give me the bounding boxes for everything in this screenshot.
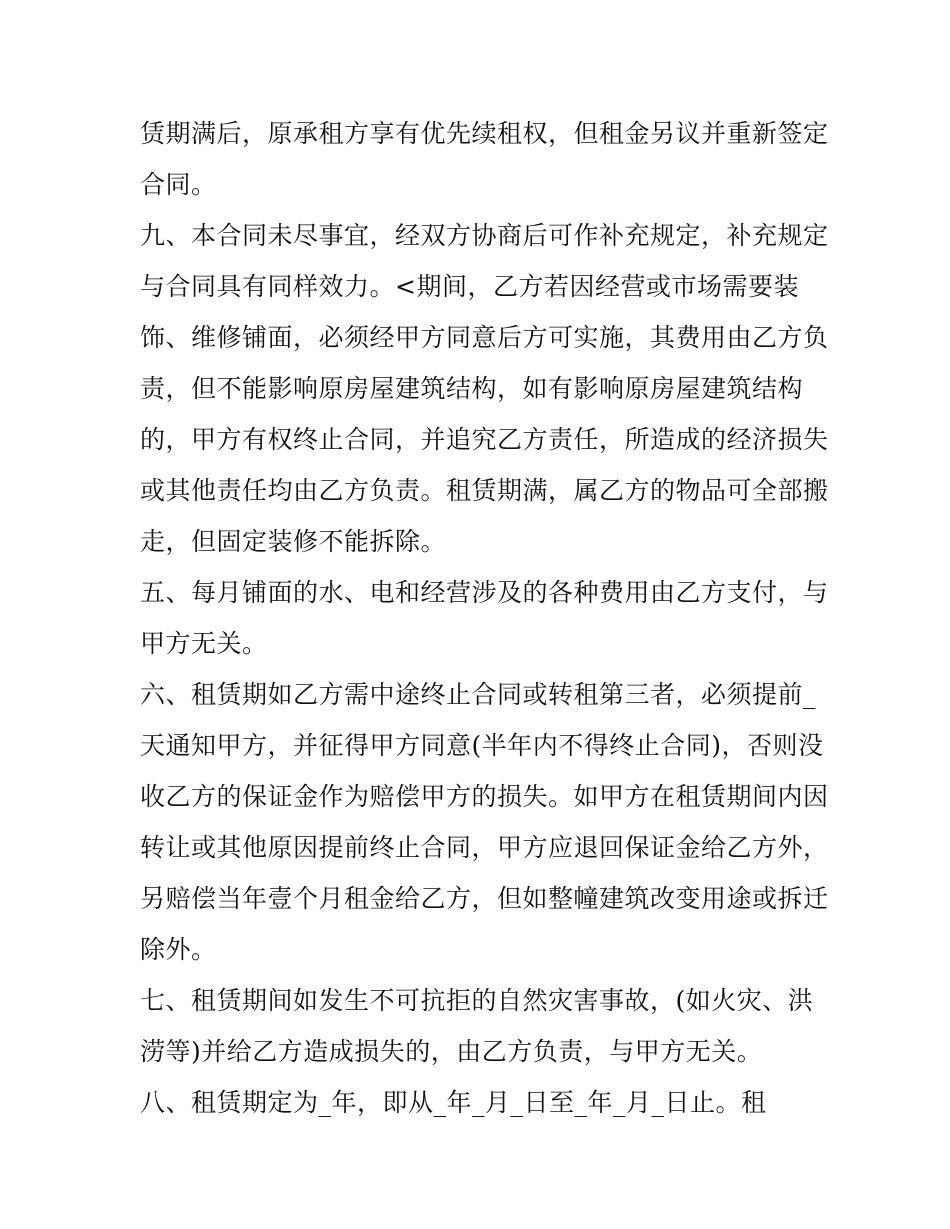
- text-line: 责，但不能影响原房屋建筑结构，如有影响原房屋建筑结构: [140, 374, 804, 403]
- text-line: 甲方无关。: [140, 629, 268, 658]
- text-line: 九、本合同未尽事宜，经双方协商后可作补充规定，补充规定: [140, 221, 829, 250]
- text-line: 饰、维修铺面，必须经甲方同意后方可实施，其费用由乙方负: [140, 323, 829, 352]
- text-line: 五、每月铺面的水、电和经营涉及的各种费用由乙方支付，与: [140, 578, 829, 607]
- text-line: 收乙方的保证金作为赔偿甲方的损失。如甲方在租赁期间内因: [140, 782, 829, 811]
- text-line: 七、租赁期间如发生不可抗拒的自然灾害事故，(如火灾、洪: [140, 986, 814, 1015]
- contract-text: [140, 108, 829, 1128]
- text-line: 与合同具有同样效力。<期间，乙方若因经营或市场需要装: [140, 272, 799, 301]
- text-line: 八、租赁期定为_年，即从_年_月_日至_年_月_日止。租: [140, 1088, 767, 1117]
- text-line: 合同。: [140, 170, 217, 199]
- text-line: 或其他责任均由乙方负责。租赁期满，属乙方的物品可全部搬: [140, 476, 829, 505]
- text-line: 除外。: [140, 935, 217, 964]
- text-line: 天通知甲方，并征得甲方同意(半年内不得终止合同)，否则没: [140, 731, 824, 760]
- text-line: 赁期满后，原承租方享有优先续租权，但租金另议并重新签定: [140, 119, 829, 148]
- text-line: 转让或其他原因提前终止合同，甲方应退回保证金给乙方外，: [140, 833, 829, 862]
- text-line: 的，甲方有权终止合同，并追究乙方责任，所造成的经济损失: [140, 425, 829, 454]
- text-line: 另赔偿当年壹个月租金给乙方，但如整幢建筑改变用途或拆迁: [140, 884, 829, 913]
- text-line: 六、租赁期如乙方需中途终止合同或转租第三者，必须提前_: [140, 680, 817, 709]
- text-line: 涝等)并给乙方造成损失的，由乙方负责，与甲方无关。: [140, 1037, 763, 1066]
- text-line: 走，但固定装修不能拆除。: [140, 527, 447, 556]
